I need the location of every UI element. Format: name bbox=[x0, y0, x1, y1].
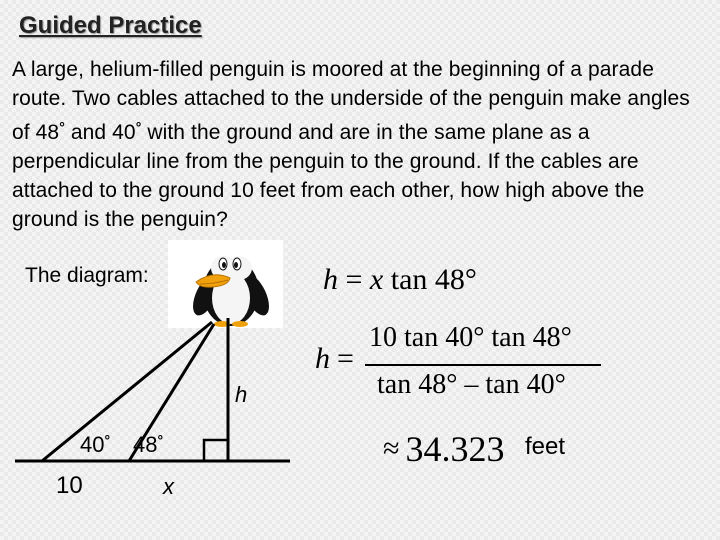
cable-40 bbox=[42, 322, 212, 461]
problem-text-part2: and 40 bbox=[64, 121, 136, 144]
degree-mark-48: ° bbox=[59, 119, 65, 135]
height-label: h bbox=[235, 382, 248, 407]
equation-1: h = x tan 48° bbox=[323, 263, 477, 296]
diagram-label: The diagram: bbox=[25, 264, 149, 287]
base-10-label: 10 bbox=[56, 472, 83, 499]
angle-40-label: 40° bbox=[80, 432, 111, 457]
result-unit: feet bbox=[525, 433, 566, 460]
result-value: ≈ 34.323 bbox=[383, 429, 505, 469]
fraction-bar bbox=[365, 364, 601, 366]
angle-48-label: 48° bbox=[133, 432, 164, 457]
problem-text-part3: with the ground and are in the same plane as a perpendicular line from the penguin to the ground. If the cables are attached to the ground 10 feet from each other, how high above the ground is the penguin? bbox=[12, 121, 645, 231]
equation-2-numerator: 10 tan 40° tan 48° bbox=[369, 322, 572, 353]
equation-2-denominator: tan 48° – tan 40° bbox=[377, 369, 566, 400]
problem-text-part1: A large, helium-filled penguin is moored at the beginning of a parade route. Two cables attached to the underside of the penguin make angles of 48 bbox=[12, 58, 690, 144]
slide-title: Guided Practice bbox=[19, 12, 202, 39]
base-x-label: x bbox=[163, 474, 174, 499]
approx-symbol: ≈ bbox=[383, 432, 400, 465]
equation-2-equals: = bbox=[337, 342, 354, 375]
equation-2-lhs: h bbox=[315, 342, 330, 375]
right-angle-marker-icon bbox=[204, 440, 228, 461]
degree-mark-40: ° bbox=[135, 119, 142, 135]
